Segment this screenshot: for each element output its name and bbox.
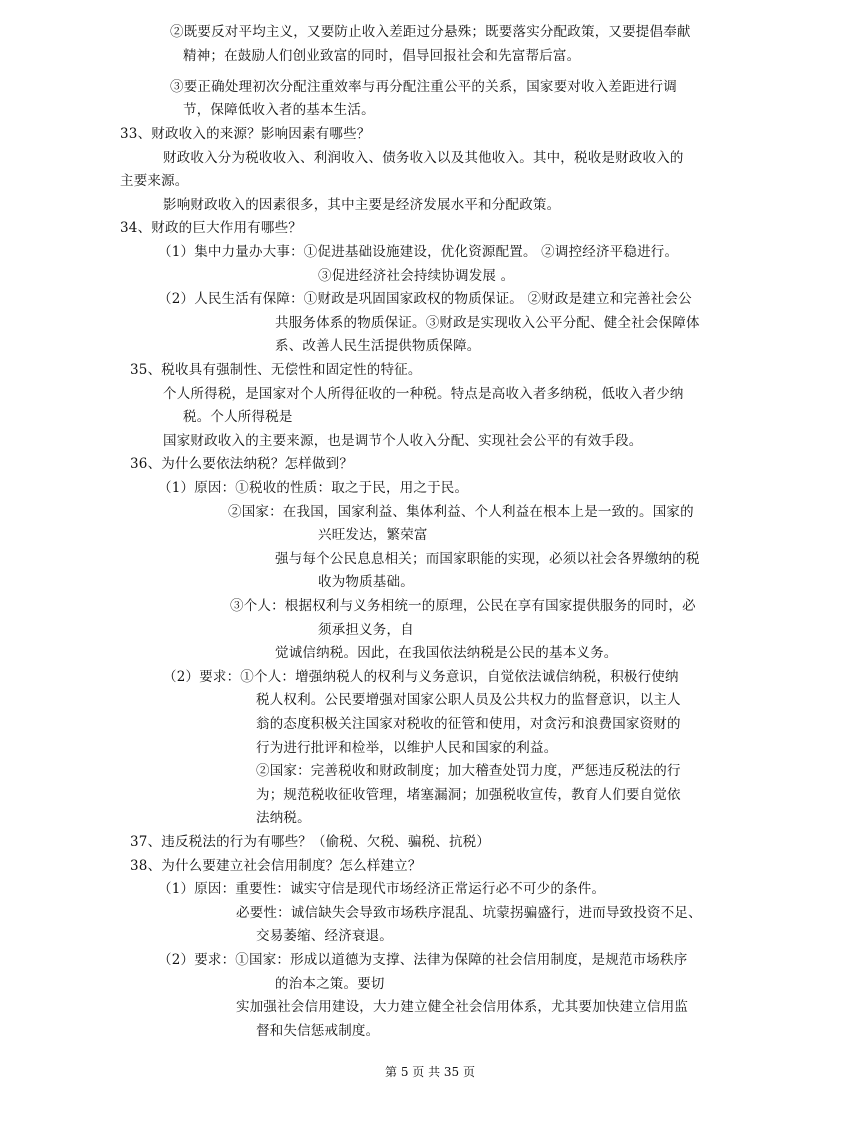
page-number-footer: 第 5 页 共 35 页 (385, 1065, 475, 1079)
text-line: 法纳税。 (256, 810, 311, 826)
text-line: 收为物质基础。 (318, 574, 414, 590)
text-line: 觉诚信纳税。因此，在我国依法纳税是公民的基本义务。 (275, 645, 618, 661)
text-line: 督和失信惩戒制度。 (256, 1023, 380, 1039)
text-line: ③个人：根据权利与义务相统一的原理，公民在享有国家提供服务的同时，必 (230, 598, 696, 614)
text-line: ③要正确处理初次分配注重效率与再分配注重公平的关系，国家要对收入差距进行调 (170, 79, 677, 95)
text-line: ②既要反对平均主义，又要防止收入差距过分悬殊；既要落实分配政策，又要提倡奉献 (170, 24, 691, 40)
text-line: 必要性：诚信缺失会导致市场秩序混乱、坑蒙拐骗盛行，进而导致投资不足、 (236, 905, 702, 921)
question-heading: 37、违反税法的行为有哪些？（偷税、欠税、骗税、抗税） (130, 834, 491, 850)
text-line: 财政收入分为税收收入、利润收入、债务收入以及其他收入。其中，税收是财政收入的 (163, 150, 684, 166)
text-line: 个人所得税，是国家对个人所得征收的一种税。特点是高收入者多纳税，低收入者少纳 (163, 386, 684, 402)
text-line: 影响财政收入的因素很多，其中主要是经济发展水平和分配政策。 (163, 197, 561, 213)
question-heading: 38、为什么要建立社会信用制度？怎么样建立？ (130, 858, 422, 874)
text-line: （2）人民生活有保障：①财政是巩固国家政权的物质保证。 ②财政是建立和完善社会公 (158, 291, 692, 307)
text-line: 系、改善人民生活提供物质保障。 (275, 338, 481, 354)
text-line: 交易萎缩、经济衰退。 (256, 928, 393, 944)
text-line: （1）原因：重要性：诚实守信是现代市场经济正常运行必不可少的条件。 (158, 881, 606, 897)
text-line: ②国家：完善税收和财政制度；加大稽查处罚力度，严惩违反税法的行 (256, 763, 681, 779)
text-line: （1）集中力量办大事：①促进基础设施建设，优化资源配置。 ②调控经济平稳进行。 (158, 244, 679, 260)
text-line: 翁的态度积极关注国家对税收的征管和使用，对贪污和浪费国家资财的 (256, 716, 681, 732)
text-line: （1）原因：①税收的性质：取之于民，用之于民。 (158, 480, 469, 496)
text-line: 税人权利。公民要增强对国家公职人员及公共权力的监督意识，以主人 (256, 692, 681, 708)
text-line: 主要来源。 (120, 173, 189, 189)
text-line: ②国家：在我国，国家利益、集体利益、个人利益在根本上是一致的。国家的 (228, 504, 694, 520)
text-line: 税。个人所得税是 (183, 409, 293, 425)
text-line: 须承担义务，自 (318, 622, 414, 638)
text-line: 强与每个公民息息相关；而国家职能的实现，必须以社会各界缴纳的税 (275, 551, 700, 567)
question-heading: 34、财政的巨大作用有哪些？ (120, 220, 302, 236)
text-line: ③促进经济社会持续协调发展 。 (318, 268, 515, 284)
text-line: 精神；在鼓励人们创业致富的同时，倡导回报社会和先富帮后富。 (183, 48, 581, 64)
text-line: （2）要求：①个人：增强纳税人的权利与义务意识，自觉依法诚信纳税，积极行使纳 (163, 669, 679, 685)
text-line: 兴旺发达，繁荣富 (318, 527, 428, 543)
question-heading: 36、为什么要依法纳税？怎样做到？ (130, 456, 354, 472)
text-line: 共服务体系的物质保证。③财政是实现收入公平分配、健全社会保障体 (275, 315, 700, 331)
text-line: 节，保障低收入者的基本生活。 (183, 102, 375, 118)
text-line: 实加强社会信用建设，大力建立健全社会信用体系，尤其要加快建立信用监 (236, 999, 689, 1015)
text-line: 的治本之策。要切 (275, 976, 385, 992)
text-line: 国家财政收入的主要来源，也是调节个人收入分配、实现社会公平的有效手段。 (163, 433, 643, 449)
question-heading: 33、财政收入的来源？影响因素有哪些？ (120, 126, 371, 142)
text-line: 行为进行批评和检举，以维护人民和国家的利益。 (256, 740, 558, 756)
text-line: （2）要求：①国家：形成以道德为支撑、法律为保障的社会信用制度，是规范市场秩序 (158, 952, 688, 968)
question-heading: 35、税收具有强制性、无偿性和固定性的特征。 (130, 362, 422, 378)
text-line: 为；规范税收征收管理，堵塞漏洞；加强税收宣传，教育人们要自觉依 (256, 787, 681, 803)
